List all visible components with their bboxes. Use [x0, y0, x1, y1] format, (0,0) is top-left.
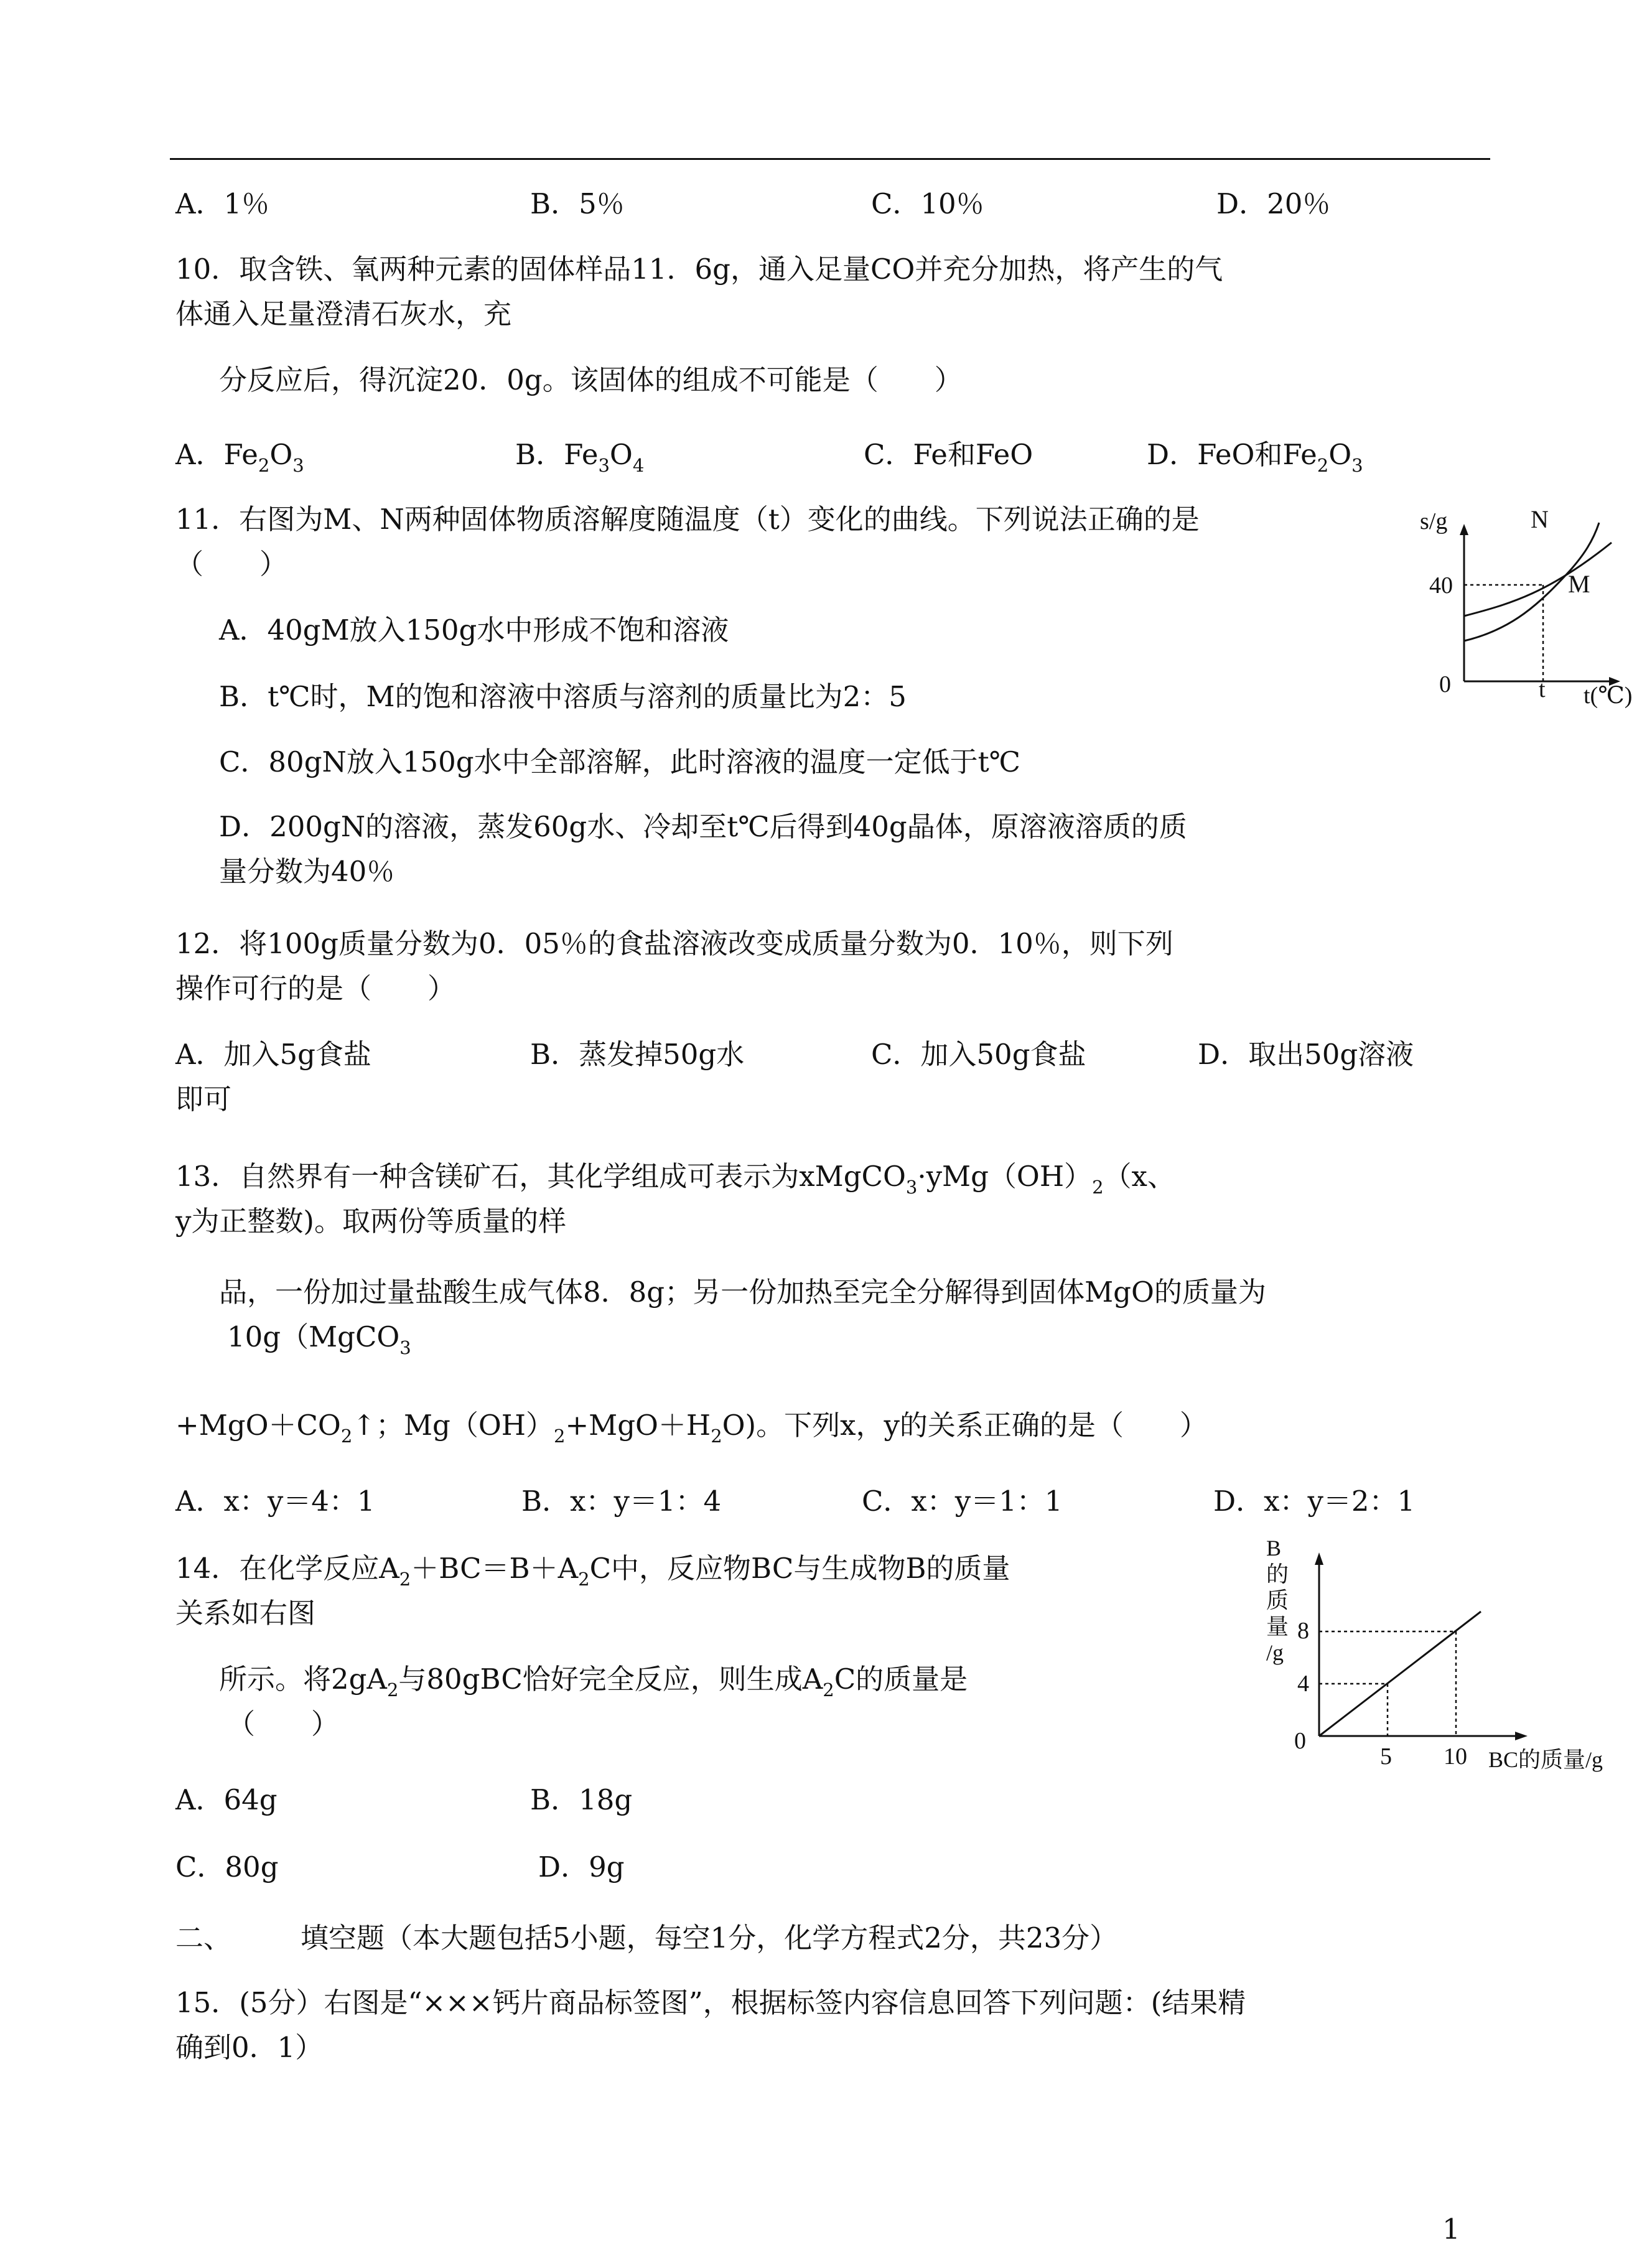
y-axis-arrow — [1460, 524, 1468, 535]
q13-option-d: D．x：y＝2：1 — [1213, 1485, 1416, 1518]
q12-option-b: B．蒸发掉50g水 — [530, 1038, 745, 1071]
solubility-curve-figure — [1419, 498, 1643, 722]
y-axis-label-4: 量 — [1266, 1614, 1289, 1639]
q14-stem-line1: 14．在化学反应$A_2+BC=B+A_2C$中，反应物BC与生成物B的质量 — [175, 1552, 1010, 1590]
y-tick-40: 40 — [1429, 572, 1453, 599]
q13-option-a: A．x：y＝4：1 — [175, 1485, 375, 1518]
section-2-title: 填空题（本大题包括5小题，每空1分，化学方程式2分，共23分） — [301, 1921, 1118, 1954]
relation-line — [1319, 1612, 1481, 1736]
origin-label: 0 — [1294, 1728, 1306, 1754]
q11-option-a: A．40gM放入150g水中形成不饱和溶液 — [219, 614, 729, 646]
section-2-number: 二、 — [175, 1921, 232, 1954]
y-axis-label-3: 质 — [1266, 1588, 1289, 1613]
q9-option-a: A．1％ — [175, 187, 270, 220]
y-axis-label-1: B — [1266, 1536, 1282, 1561]
q13-stem-line3: 品，一份加过量盐酸生成气体8．8g；另一份加热至完全分解得到固体MgO的质量为 — [219, 1276, 1266, 1309]
q13-option-c: C．x：y＝1：1 — [862, 1485, 1063, 1518]
y-axis-label: s/g — [1420, 508, 1448, 534]
y-tick-4: 4 — [1297, 1671, 1309, 1697]
q13-stem-line1: 13．自然界有一种含镁矿石，其化学组成可表示为$xMgCO_3\cdot yMg(OH)_2(x$、 — [175, 1160, 1175, 1198]
header-rule — [170, 158, 1490, 160]
q13-stem-line5: $+MgO+CO_2↑$；$Mg(OH)_2+MgO+H_2O$)。下列x，y的关系正确的是（ ） — [175, 1409, 1208, 1447]
y-axis-arrow — [1315, 1552, 1323, 1565]
y-axis-label-5: /g — [1266, 1640, 1284, 1665]
q15-stem-line1: 15．(5分）右图是“×××钙片商品标签图”，根据标签内容信息回答下列问题：(结果精 — [175, 1986, 1246, 2019]
q10-option-c: C．Fe和FeO — [864, 438, 1033, 471]
q9-option-b: B．5％ — [530, 187, 625, 220]
q10-option-d: D．FeO和$Fe_2O_3$ — [1147, 438, 1363, 476]
q13-stem-line2: y为正整数)。取两份等质量的样 — [175, 1205, 566, 1238]
q10-stem-line3: 分反应后，得沉淀20．0g。该固体的组成不可能是（ ） — [219, 363, 963, 396]
q14-stem-line3: 所示。将$2gA_2$与80gBC恰好完全反应，则生成$A_2C$的质量是 — [219, 1663, 968, 1701]
q15-stem-line2: 确到0．1） — [175, 2031, 324, 2064]
q12-stem-line2: 操作可行的是（ ） — [175, 972, 456, 1005]
x-axis-label: BC的质量/g — [1488, 1747, 1603, 1772]
q13-option-b: B．x：y＝1：4 — [521, 1485, 722, 1518]
q10-stem-line2: 体通入足量澄清石灰水，充 — [175, 297, 512, 330]
q9-option-c: C．10％ — [871, 187, 984, 220]
q9-option-d: D．20％ — [1216, 187, 1331, 220]
q12-option-d: D．取出50g溶液 — [1198, 1038, 1414, 1071]
q14-option-d: D．9g — [538, 1850, 625, 1883]
x-axis-arrow — [1515, 1732, 1528, 1740]
q14-option-c: C．80g — [175, 1850, 279, 1883]
x-tick-10: 10 — [1444, 1743, 1467, 1770]
mass-relation-figure — [1257, 1537, 1643, 1786]
q12-option-d-continued: 即可 — [175, 1083, 232, 1116]
q11-option-d-line1: D．200gN的溶液，蒸发60g水、冷却至t℃后得到40g晶体，原溶液溶质的质 — [219, 810, 1187, 843]
q11-option-c: C．80gN放入150g水中全部溶解，此时溶液的温度一定低于t℃ — [219, 745, 1020, 778]
q14-option-a: A．64g — [175, 1783, 278, 1816]
x-axis-label: t(℃) — [1584, 683, 1633, 709]
q10-stem-line1: 10．取含铁、氧两种元素的固体样品11．6g，通入足量CO并充分加热，将产生的气 — [175, 253, 1223, 286]
y-axis-label-2: 的 — [1266, 1562, 1289, 1587]
page-number: 1 — [1442, 2213, 1460, 2246]
q11-stem-line1: 11．右图为M、N两种固体物质溶解度随温度（t）变化的曲线。下列说法正确的是 — [175, 503, 1200, 536]
x-tick-t: t — [1539, 676, 1546, 702]
q11-option-d-line2: 量分数为40％ — [219, 855, 395, 888]
q14-stem-line2: 关系如右图 — [175, 1597, 316, 1630]
q14-option-b: B．18g — [530, 1783, 633, 1816]
q11-option-b: B．t℃时，M的饱和溶液中溶质与溶剂的质量比为2：5 — [219, 680, 907, 713]
x-tick-5: 5 — [1380, 1743, 1392, 1770]
origin-label: 0 — [1439, 671, 1451, 698]
q12-option-a: A．加入5g食盐 — [175, 1038, 371, 1071]
q10-option-b: B．$Fe_3O_4$ — [515, 438, 645, 476]
q11-stem-line2: （ ） — [175, 548, 288, 581]
curve-n-label: N — [1531, 505, 1549, 533]
q14-stem-line4: （ ） — [227, 1707, 340, 1740]
curve-m-label: M — [1568, 570, 1590, 598]
q13-stem-line4: 10g（MgCO$_3$ — [227, 1320, 411, 1358]
q10-option-a: A．$Fe_2O_3$ — [175, 438, 304, 476]
q12-stem-line1: 12．将100g质量分数为0．05％的食盐溶液改变成质量分数为0．10％，则下列 — [175, 927, 1173, 960]
q12-option-c: C．加入50g食盐 — [871, 1038, 1086, 1071]
y-tick-8: 8 — [1297, 1618, 1309, 1644]
